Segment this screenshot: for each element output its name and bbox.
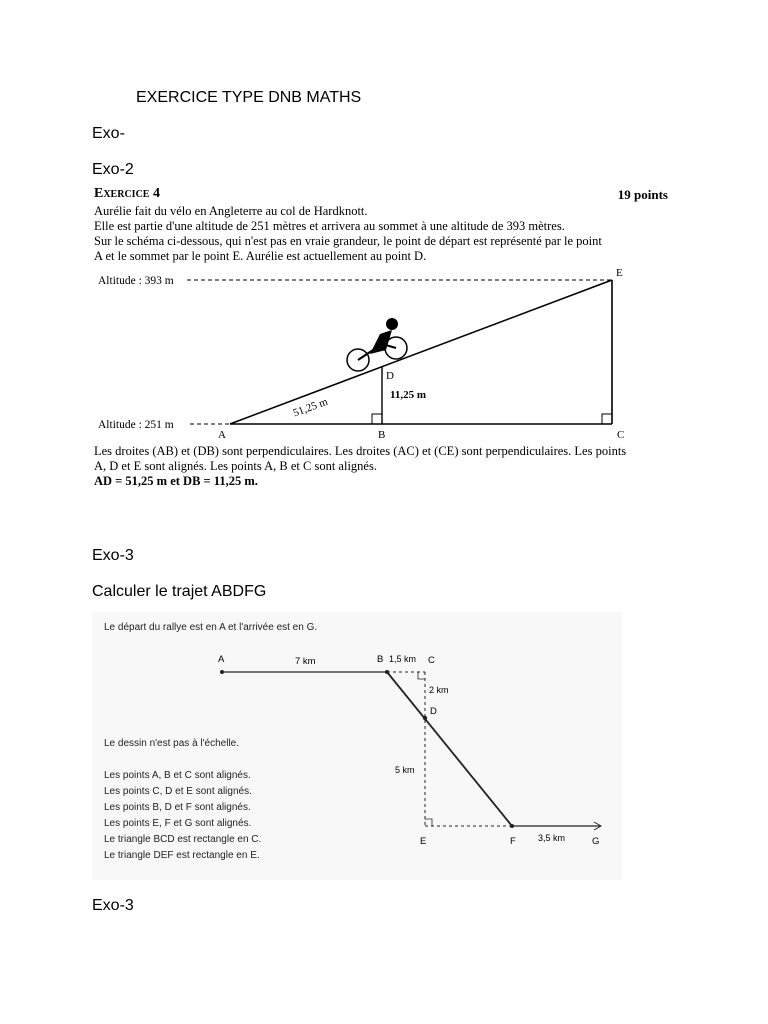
ad-length-label: 51,25 m [291,395,330,420]
exercise-4-intro-line-1: Aurélie fait du vélo en Angleterre au col de Hardknott. [94,204,368,218]
rally-fact-3: Les points B, D et F sont alignés. [104,802,251,813]
altitude-top-label: Altitude : 393 m [98,275,174,287]
right-angle-e [425,819,432,826]
rally-intro: Le départ du rallye est en A et l'arrivée est en G. [104,622,318,633]
rally-fact-1: Les points A, B et C sont alignés. [104,770,251,781]
document-title: EXERCICE TYPE DNB MATHS [136,89,362,106]
rally-label-d: D [430,706,437,717]
rally-label-cd: 2 km [429,685,449,695]
exercise-4-intro-line-3: Sur le schéma ci-dessous, qui n'est pas en vraie grandeur, le point de départ est représenté par le point [94,234,602,248]
rally-fact-4: Les points E, F et G sont alignés. [104,818,252,829]
point-e-label: E [616,267,623,279]
right-angle-c [602,414,612,424]
rally-fact-6: Le triangle DEF est rectangle en E. [104,850,260,861]
db-length-label: 11,25 m [390,389,427,401]
rally-label-fg: 3,5 km [538,833,566,843]
exercise-4-intro-line-4: A et le sommet par le point E. Aurélie est actuellement au point D. [94,249,427,263]
exercise-4-heading: Exercice 4 [94,186,160,201]
rally-label-b: B [377,654,384,665]
exo-3-heading: Exo-3 [92,547,134,564]
rally-label-f: F [510,836,516,847]
point-c-label: C [617,429,625,441]
exo-3-question: Calculer le trajet ABDFG [92,583,267,600]
rally-label-de: 5 km [395,765,415,775]
rally-fact-2: Les points C, D et E sont alignés. [104,786,252,797]
right-angle-c [418,672,425,679]
exercise-4-figure [92,184,672,494]
rally-label-e: E [420,836,427,847]
point-b-marker [385,670,389,674]
exercise-4-note-line-1: Les droites (AB) et (DB) sont perpendiculaires. Les droites (AC) et (CE) sont perpendiculaires. Les points [94,444,627,458]
point-a-label: A [218,429,226,441]
rally-label-c: C [428,655,435,666]
rally-scale-note: Le dessin n'est pas à l'échelle. [104,738,240,749]
exo-2-heading: Exo-2 [92,161,134,178]
rally-fact-5: Le triangle BCD est rectangle en C. [104,834,262,845]
point-d-marker [423,716,427,720]
point-f-marker [510,824,514,828]
rally-label-g: G [592,836,600,847]
rally-figure [92,612,622,880]
exercise-4-note-line-2: A, D et E sont alignés. Les points A, B et C sont alignés. [94,459,377,473]
exercise-4-intro-line-2: Elle est partie d'une altitude de 251 mètres et arrivera au sommet à une altitude de 393 mètres. [94,219,565,233]
exo-3-second-heading: Exo-3 [92,897,134,914]
altitude-bottom-label: Altitude : 251 m [98,419,174,431]
rally-label-bc: 1,5 km [389,654,417,664]
right-angle-b [372,414,382,424]
exo-1-heading: Exo- [92,125,125,142]
segment-bf [387,672,512,826]
cyclist-icon [347,318,407,371]
point-a-marker [220,670,224,674]
point-b-label: B [378,429,386,441]
rally-diagram [92,612,622,880]
rally-label-a: A [218,654,225,665]
exercise-4-note-line-3: AD = 51,25 m et DB = 11,25 m. [94,474,258,488]
exercise-4-points: 19 points [617,187,668,202]
point-d-label: D [386,370,394,382]
segment-ae [230,280,612,424]
rally-label-ab: 7 km [295,656,316,667]
